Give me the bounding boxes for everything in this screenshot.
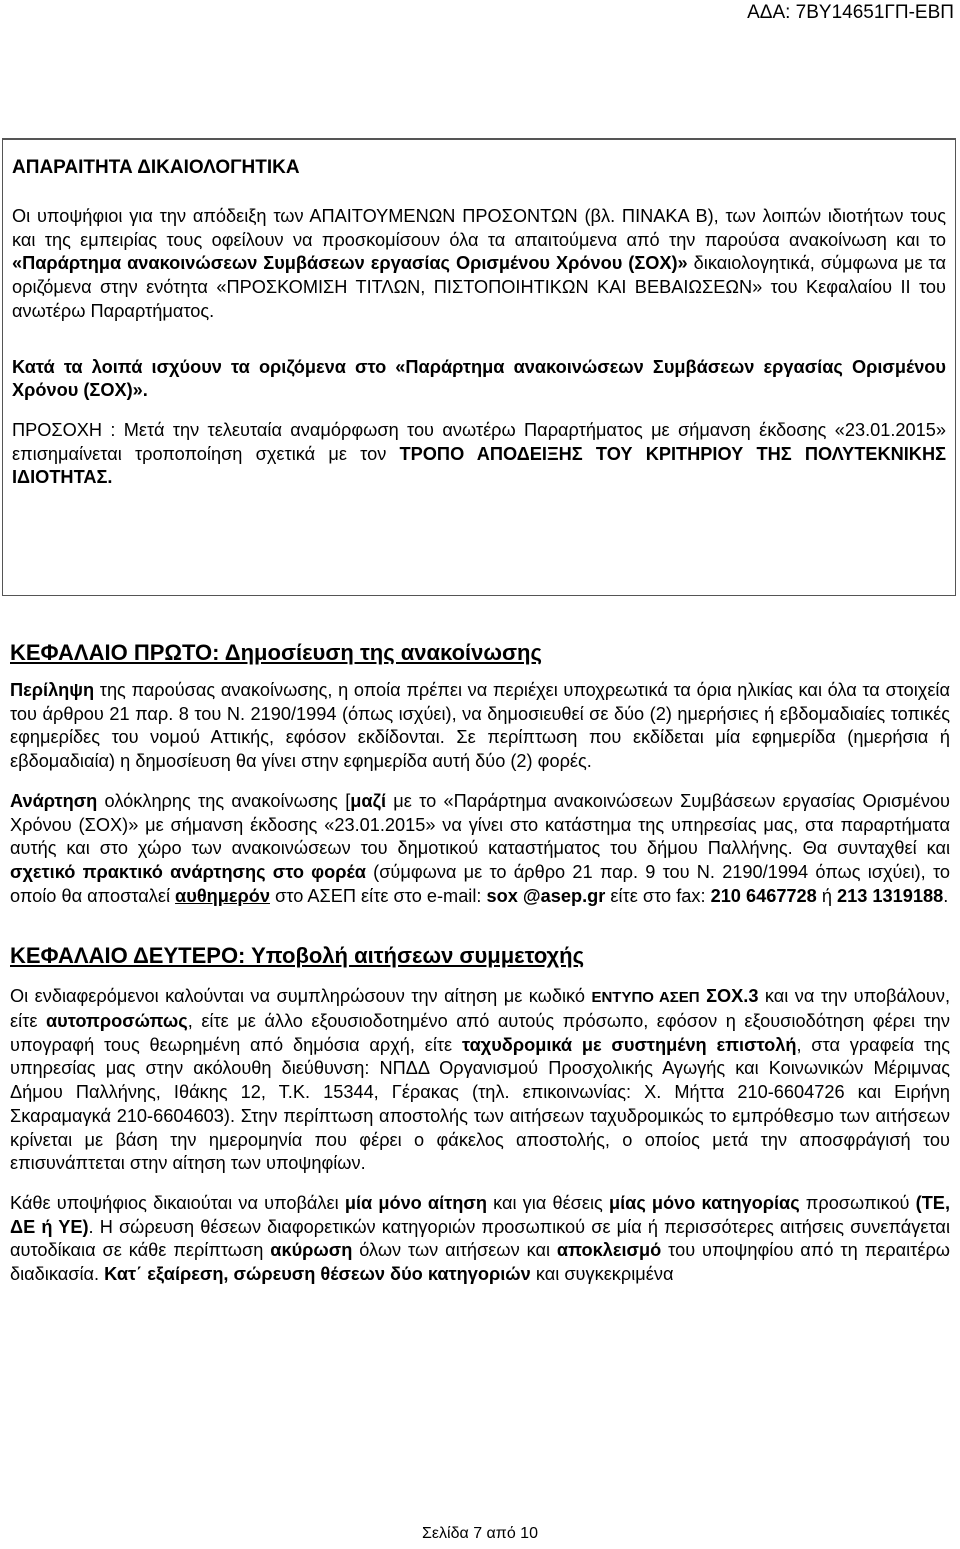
box-paragraph-documents: Οι υποψήφιοι για την απόδειξη των ΑΠΑΙΤΟΥΜΕΝΩΝ ΠΡΟΣΟΝΤΩΝ (βλ. ΠΙΝΑΚΑ Β), των λοιπών ιδιοτήτων τους και της εμπειρίας τους οφείλουν να προσκομίσουν όλα τα απαιτούμενα από την παρούσα ανακοίνωση και το «Παράρτημα ανακοινώσεων Συμβάσεων εργασίας Ορισμένου Χρόνου (ΣΟΧ)» δικαιολογητικά, σύμφωνα με τα οριζόμενα στην ενότητα «ΠΡΟΣΚΟΜΙΣΗ ΤΙΤΛΩΝ, ΠΙΣΤΟΠΟΙΗΤΙΚΩΝ ΚΑΙ ΒΕΒΑΙΩΣΕΩΝ» του Κεφαλαίου ΙΙ του ανωτέρω Παραρτήματος.: [12, 206, 946, 321]
document-body: [10, 0, 950, 1287]
box-paragraph-attention: ΠΡΟΣΟΧΗ : Μετά την τελευταία αναμόρφωση του ανωτέρω Παραρτήματος με σήμανση έκδοσης «23.01.2015» επισημαίνεται τροποποίηση σχετικά με τον ΤΡΟΠΟ ΑΠΟΔΕΙΞΗΣ ΤΟΥ ΚΡΙΤΗΡΙΟΥ ΤΗΣ ΠΟΛΥΤΕΚΝΙΚΗΣ ΙΔΙΟΤΗΤΑΣ.: [12, 419, 946, 488]
chapter-two-submission: Οι ενδιαφερόμενοι καλούνται να συμπληρώσουν την αίτηση με κωδικό ΕΝΤΥΠΟ ΑΣΕΠ ΣΟΧ.3 και να την υποβάλουν, είτε αυτοπροσώπως, είτε με άλλο εξουσιοδοτημένο από αυτούς πρόσωπο, εφόσον η εξουσιοδότηση φέρει την υπογραφή τους θεωρημένη από δημόσια αρχή, είτε ταχυδρομικά με συστημένη επιστολή, στα γραφεία της υπηρεσίας μας στην ακόλουθη διεύθυνση: ΝΠΔΔ Οργανισμού Προσχολικής Αγωγής και Κοινωνικών Μέριμνας Δήμου Παλλήνης, Ιθάκης 12, Τ.Κ. 15344, Γέρακας (τηλ. επικοινωνίας: Χ. Μήττα 210-6604726 και Ειρήνη Σκαραμαγκά 210-6604603). Στην περίπτωση αποστολής των αιτήσεων ταχυδρομικώς το εμπρόθεσμο των αιτήσεων κρίνεται με βάση την ημερομηνία που φέρει ο φάκελος αποστολής, ο οποίος μετά την αποσφράγισή του επισυνάπτεται στην αίτηση των υποψηφίων.: [10, 986, 951, 1174]
chapter-one-heading: ΚΕΦΑΛΑΙΟ ΠΡΩΤΟ: Δημοσίευση της ανακοίνωσης: [10, 640, 542, 665]
box-title: ΑΠΑΡΑΙΤΗΤΑ ΔΙΚΑΙΟΛΟΓΗΤΙΚΑ: [12, 157, 300, 178]
required-documents-box: [2, 138, 956, 596]
page-number: Σελίδα 7 από 10: [422, 1525, 538, 1542]
ada-code: ΑΔΑ: 7ΒΥ14651ΓΠ-ΕΒΠ: [747, 2, 954, 23]
chapter-two-one-application: Κάθε υποψήφιος δικαιούται να υποβάλει μία μόνο αίτηση και για θέσεις μίας μόνο κατηγορίας προσωπικού (ΤΕ, ΔΕ ή ΥΕ). Η σώρευση θέσεων διαφορετικών κατηγοριών προσωπικού σε μία ή περισσότερες αιτήσεις συνεπάγεται αυτοδίκαια σε κάθε περίπτωση ακύρωση όλων των αιτήσεων και αποκλεισμό του υποψηφίου από τη περαιτέρω διαδικασία. Κατ΄ εξαίρεση, σώρευση θέσεων δύο κατηγοριών και συγκεκριμένα: [10, 1192, 950, 1285]
box-paragraph-other: Κατά τα λοιπά ισχύουν τα οριζόμενα στο «Παράρτημα ανακοινώσεων Συμβάσεων εργασίας Ορισμένου Χρόνου (ΣΟΧ)».: [12, 356, 946, 401]
chapter-one-summary: Περίληψη της παρούσας ανακοίνωσης, η οποία πρέπει να περιέχει υποχρεωτικά τα όρια ηλικίας και όλα τα στοιχεία του άρθρου 21 παρ. 8 του Ν. 2190/1994 (όπως ισχύει), να δημοσιευθεί σε δύο (2) ημερήσιες ή εβδομαδιαίες τοπικές εφημερίδες του νομού Αττικής, εφόσον εκδίδονται. Σε περίπτωση που εκδίδεται μία εφημερίδα (ημερήσια ή εβδομαδιαία) η δημοσίευση θα γίνει στην εφημερίδα αυτή δύο (2) φορές.: [10, 680, 950, 772]
chapter-two-heading: ΚΕΦΑΛΑΙΟ ΔΕΥΤΕΡΟ: Υποβολή αιτήσεων συμμετοχής: [10, 943, 585, 969]
email-link[interactable]: sox @asep.gr: [486, 885, 606, 906]
chapter-one-posting: Ανάρτηση ολόκληρης της ανακοίνωσης [μαζί με το «Παράρτημα ανακοινώσεων Συμβάσεων εργασίας Ορισμένου Χρόνου (ΣΟΧ)» με σήμανση έκδοσης «23.01.2015» να γίνει στο κατάστημα της υπηρεσίας μας, στα παραρτήματα αυτής και στο χώρο των ανακοινώσεων του δημοτικού καταστήματος του δήμου Παλλήνης. Θα συνταχθεί και σχετικό πρακτικό ανάρτησης στο φορέα (σύμφωνα με το άρθρο 21 παρ. 9 του Ν. 2190/1994 όπως ισχύει), το οποίο θα αποσταλεί αυθημερόν στο ΑΣΕΠ είτε στο e-mail: sox @asep.gr είτε στο fax: 210 6467728 ή 213 1319188.: [10, 790, 950, 906]
